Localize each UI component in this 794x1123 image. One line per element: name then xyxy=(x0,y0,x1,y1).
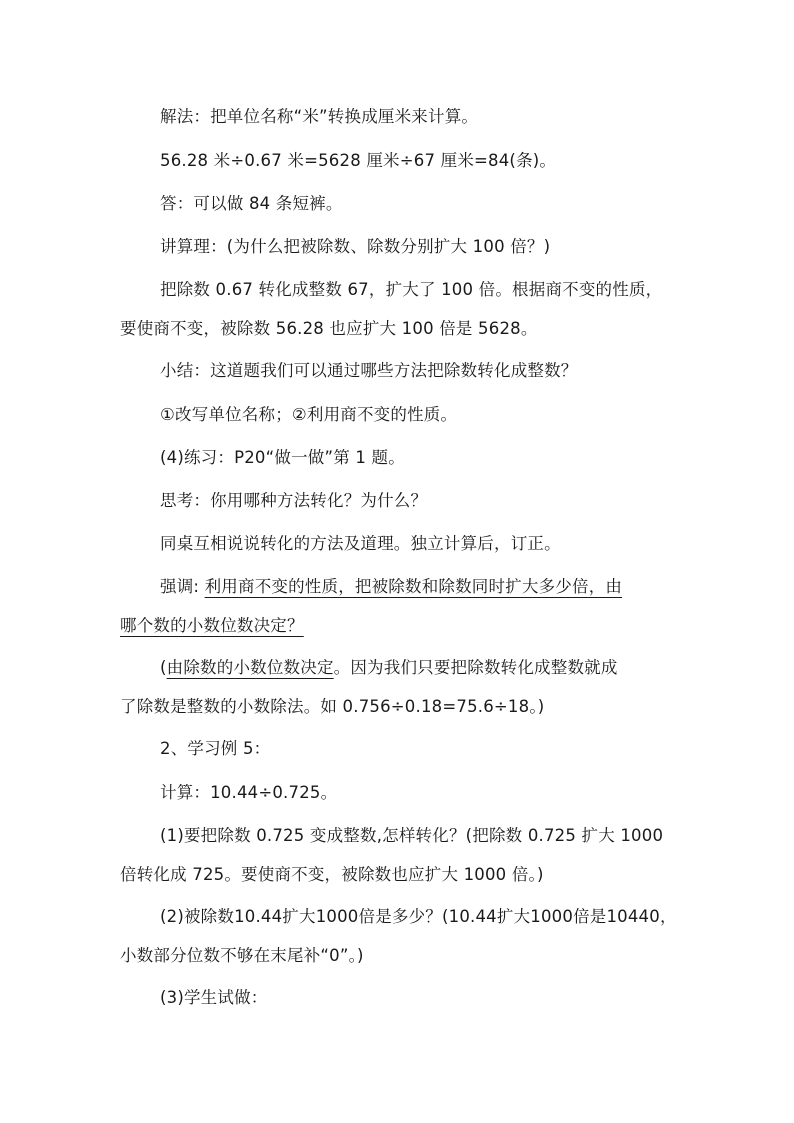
paragraph-discuss: 同桌互相说说转化的方法及道理。独立计算后，订正。 xyxy=(160,534,561,553)
open-paren: ( xyxy=(160,658,167,677)
paragraph-step3: (3)学生试做： xyxy=(160,988,268,1007)
paragraph-explanation-line1 xyxy=(160,657,720,679)
paragraph-summary-methods: ①改写单位名称；②利用商不变的性质。 xyxy=(160,405,458,424)
paragraph-practice: (4)练习：P20“做一做”第 1 题。 xyxy=(160,448,405,467)
paragraph-emphasis-line1 xyxy=(160,576,720,598)
emphasis-label: 强调: xyxy=(160,577,205,596)
paragraph-step2-line1: (2)被除数10.44扩大1000倍是多少？(10.44扩大1000倍是10440， xyxy=(160,907,677,926)
paragraph-compute: 计算：10.44÷0.725。 xyxy=(160,783,338,802)
explanation-rest: 。因为我们只要把除数转化成整数就成 xyxy=(333,658,618,677)
paragraph-think: 思考：你用哪种方法转化？为什么？ xyxy=(160,491,428,510)
paragraph-step1-line1: (1)要把除数 0.725 变成整数,怎样转化？(把除数 0.725 扩大 1000 xyxy=(160,826,664,845)
emphasis-underlined-text-cont: 哪个数的小数位数决定？ xyxy=(120,616,304,635)
paragraph-solution-method: 解法：把单位名称“米”转换成厘米来计算。 xyxy=(160,107,479,126)
emphasis-underlined-text: 利用商不变的性质，把被除数和除数同时扩大多少倍，由 xyxy=(204,577,623,596)
paragraph-summary: 小结：这道题我们可以通过哪些方法把除数转化成整数？ xyxy=(160,361,578,380)
heading-example-5: 2、学习例 5： xyxy=(160,739,271,758)
paragraph-explanation-line2: 了除数是整数的小数除法。如 0.756÷0.18=75.6÷18。) xyxy=(120,697,545,716)
paragraph-answer: 答：可以做 84 条短裤。 xyxy=(160,194,343,213)
explanation-underlined-text: 由除数的小数位数决定 xyxy=(166,658,334,677)
paragraph-explain-reasoning: 讲算理：(为什么把被除数、除数分别扩大 100 倍？) xyxy=(160,237,551,256)
paragraph-step2-line2: 小数部分位数不够在末尾补“0”。) xyxy=(120,946,364,965)
paragraph-calculation: 56.28 米÷0.67 米=5628 厘米÷67 厘米=84(条)。 xyxy=(160,151,557,170)
paragraph-emphasis-line2 xyxy=(120,615,680,637)
paragraph-reasoning-line2: 要使商不变，被除数 56.28 也应扩大 100 倍是 5628。 xyxy=(120,319,538,338)
paragraph-reasoning-line1: 把除数 0.67 转化成整数 67，扩大了 100 倍。根据商不变的性质， xyxy=(160,280,663,299)
paragraph-step1-line2: 倍转化成 725。要使商不变，被除数也应扩大 1000 倍。) xyxy=(120,865,544,884)
